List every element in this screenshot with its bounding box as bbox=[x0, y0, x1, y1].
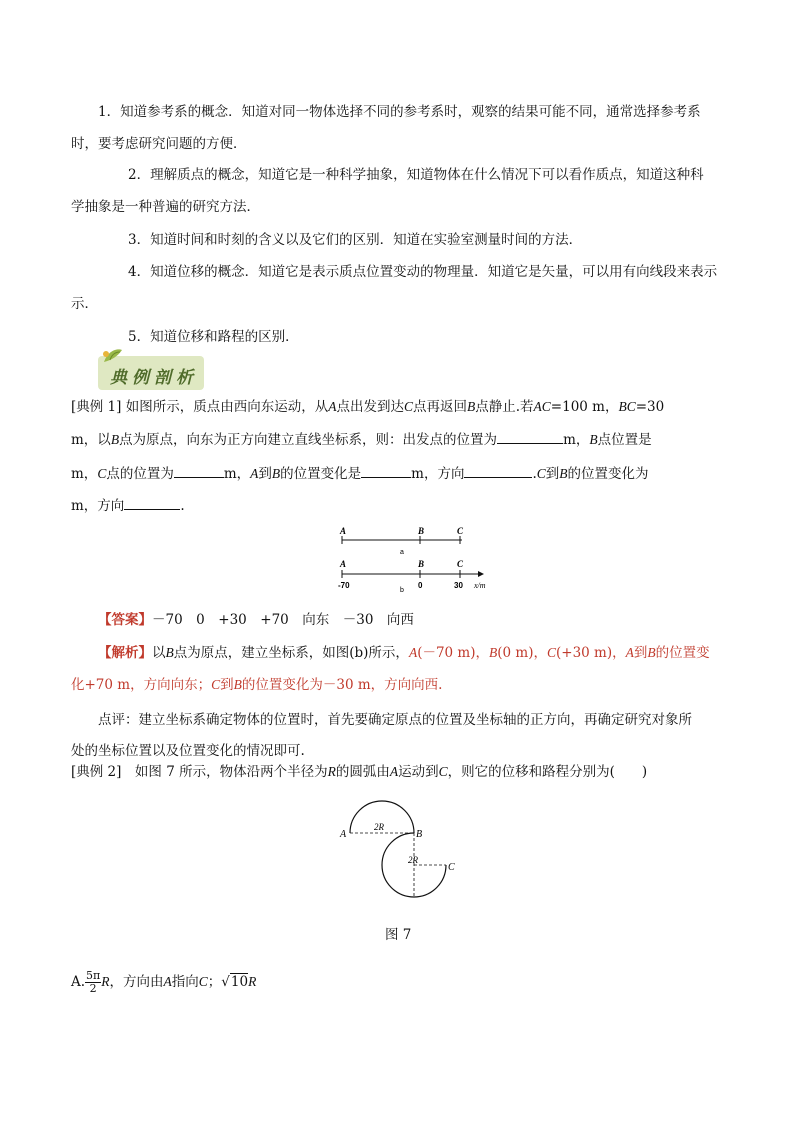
objective-2-line-1: 2．理解质点的概念，知道它是一种科学抽象，知道物体在什么情况下可以看作质点，知道这种科 bbox=[128, 167, 704, 183]
svg-text:C: C bbox=[448, 862, 455, 873]
example1-line-4: m，方向 . bbox=[71, 498, 185, 514]
example1-line-1: [典例 1] 如图所示，质点由西向东运动，从A点出发到达C点再返回B点静止.若AC=100 m，BC=30 bbox=[71, 399, 665, 415]
svg-text:B: B bbox=[418, 526, 425, 536]
objective-4-line-1: 4．知道位移的概念．知道它是表示质点位置变动的物理量．知道它是矢量，可以用有向线段来表示 bbox=[128, 264, 718, 280]
diagram-b bbox=[338, 559, 486, 594]
analysis-tag: 【解析】 bbox=[98, 645, 152, 661]
answer-blank bbox=[464, 464, 532, 478]
section-badge bbox=[98, 356, 204, 390]
analysis-line-2: 化+70 m，方向向东；C到B的位置变化为－30 m，方向向西. bbox=[71, 677, 443, 693]
objective-1-line-2: 时，要考虑研究问题的方便． bbox=[71, 136, 247, 152]
svg-text:B: B bbox=[418, 559, 425, 569]
svg-text:2R: 2R bbox=[408, 855, 418, 865]
answer-blank bbox=[497, 430, 563, 444]
example2-line-1: [典例 2] 如图 7 所示，物体沿两个半径为R的圆弧由A运动到C，则它的位移和路程分别为( ) bbox=[71, 764, 648, 780]
svg-text:30: 30 bbox=[454, 581, 463, 590]
option-a: A. $\frac{5\pi}{2}$ R，方向由A指向C；√10R bbox=[71, 969, 257, 995]
figure-7-caption: 图 7 bbox=[385, 927, 412, 943]
svg-text:0: 0 bbox=[418, 581, 423, 590]
svg-text:b: b bbox=[400, 587, 404, 594]
lower-arc-end bbox=[414, 865, 446, 897]
example1-line-3: m，C点的位置为 m，A到B的位置变化是 m，方向 .C到B的位置变化为 bbox=[71, 466, 649, 482]
svg-text:-70: -70 bbox=[338, 581, 350, 590]
svg-text:C: C bbox=[457, 559, 464, 569]
answer-line bbox=[98, 611, 414, 629]
sqrt-sign: √ bbox=[221, 974, 230, 990]
objective-5: 5．知道位移和路程的区别． bbox=[128, 329, 299, 345]
section-badge-label: 典例剖析 bbox=[110, 368, 198, 388]
example1-line-2: m，以B点为原点，向东为正方向建立直线坐标系，则：出发点的位置为 m，B点位置是 bbox=[71, 432, 652, 448]
analysis-line-1: 【解析】以B点为原点，建立坐标系，如图(b)所示，A(－70 m)，B(0 m)，C(+30 m)，A到B的位置变 bbox=[98, 645, 710, 661]
svg-text:A: A bbox=[340, 829, 347, 840]
svg-text:2R: 2R bbox=[374, 822, 384, 832]
svg-text:a: a bbox=[400, 549, 404, 556]
answer-tag: 【答案】 bbox=[98, 612, 152, 628]
lower-arc bbox=[382, 833, 414, 897]
example1-figure bbox=[330, 522, 500, 594]
svg-text:x/m: x/m bbox=[474, 581, 486, 590]
answer-blank bbox=[174, 464, 224, 478]
svg-text:A: A bbox=[340, 559, 347, 569]
objective-3: 3．知道时间和时刻的含义以及它们的区别．知道在实验室测量时间的方法． bbox=[128, 232, 583, 248]
comment-line-1: 点评：建立坐标系确定物体的位置时，首先要确定原点的位置及坐标轴的正方向，再确定研究对象所 bbox=[98, 712, 692, 728]
objective-1-line-1: 1．知道参考系的概念．知道对同一物体选择不同的参考系时，观察的结果可能不同，通常选择参考系 bbox=[98, 104, 701, 120]
answer-values: －70 0 +30 +70 向东 －30 向西 bbox=[152, 612, 414, 628]
answer-blank bbox=[124, 496, 180, 510]
svg-text:A: A bbox=[340, 526, 347, 536]
figure-7-diagram bbox=[336, 795, 466, 905]
fraction: $\frac{5\pi}{2}$ bbox=[86, 969, 101, 995]
comment-line-2: 处的坐标位置以及位置变化的情况即可. bbox=[71, 743, 305, 759]
svg-text:B: B bbox=[416, 829, 423, 840]
objective-4-line-2: 示． bbox=[71, 296, 98, 312]
svg-text:C: C bbox=[457, 526, 464, 536]
objective-2-line-2: 学抽象是一种普遍的研究方法． bbox=[71, 199, 260, 215]
diagram-a bbox=[339, 526, 464, 556]
answer-blank bbox=[361, 464, 411, 478]
